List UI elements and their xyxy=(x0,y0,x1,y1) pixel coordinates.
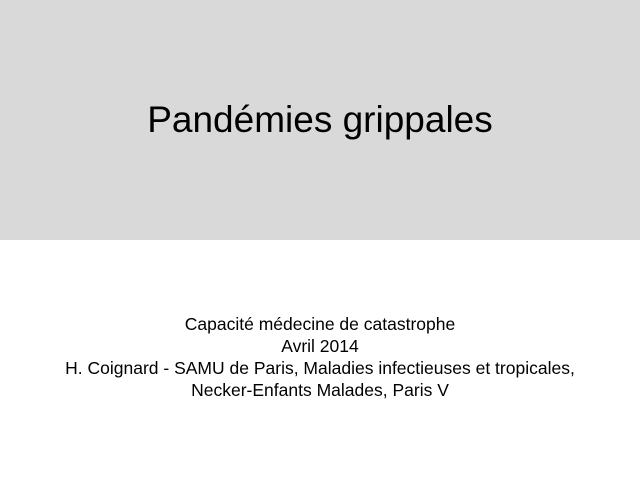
slide-title: Pandémies grippales xyxy=(147,99,493,140)
subtitle-course: Capacité médecine de catastrophe xyxy=(184,314,456,334)
subtitle-author: H. Coignard - SAMU de Paris, Maladies infectieuses et tropicales, xyxy=(65,358,575,378)
subtitle-affiliation: Necker-Enfants Malades, Paris V xyxy=(191,380,449,400)
subtitle-date: Avril 2014 xyxy=(281,336,359,356)
slide-subtitle xyxy=(0,313,640,401)
